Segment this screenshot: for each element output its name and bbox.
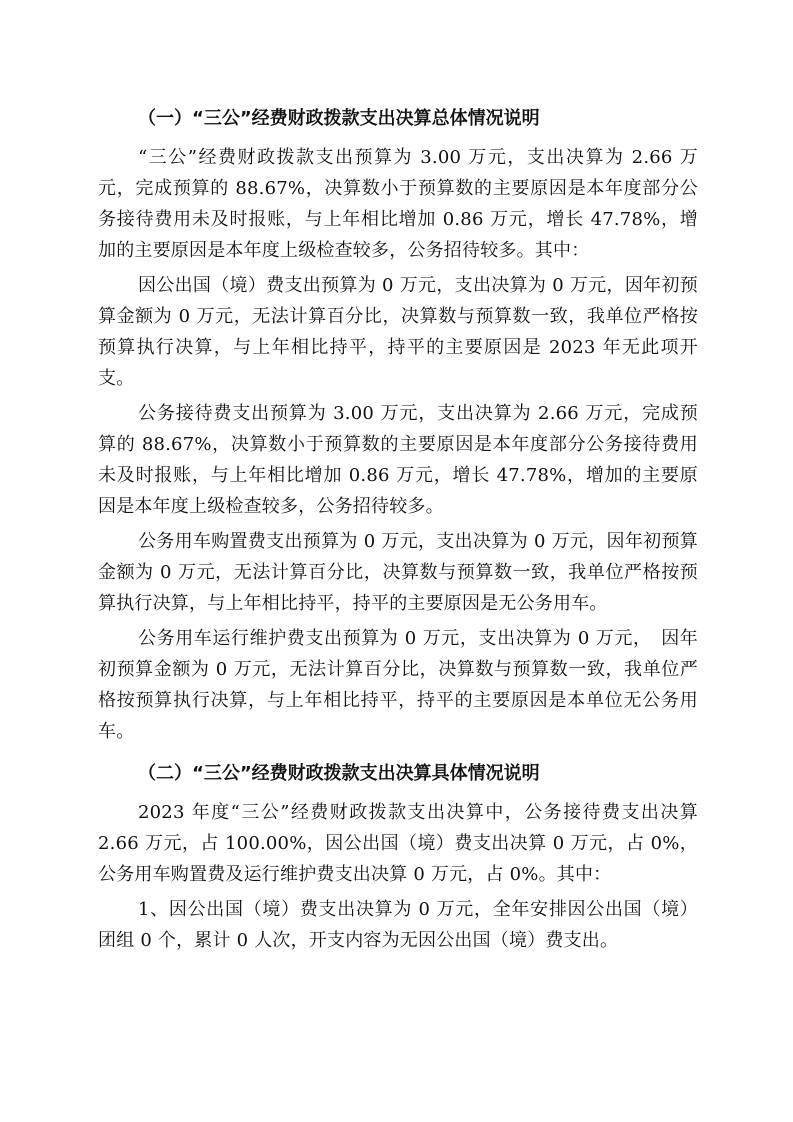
document-page bbox=[98, 100, 698, 960]
paragraph-official-reception: 公务接待费支出预算为 3.00 万元，支出决算为 2.66 万元，完成预算的 88.67%，决算数小于预算数的主要原因是本年度部分公务接待费用未及时报账，与上年相比增加 0.86 万元，增长 47.78%，增加的主要原因是本年度上级检查较多，公务招待较多。 bbox=[98, 403, 698, 517]
section-heading-detail: （二）“三公”经费财政拨款支出决算具体情况说明 bbox=[138, 763, 540, 784]
paragraph-vehicle-purchase: 公务用车购置费支出预算为 0 万元，支出决算为 0 万元，因年初预算金额为 0 万元，无法计算百分比，决算数与预算数一致，我单位严格按预算执行决算，与上年相比持平，持平的主要原因是无公务用车。 bbox=[98, 531, 698, 614]
section-heading-overall: （一）“三公”经费财政拨款支出决算总体情况说明 bbox=[138, 108, 540, 129]
paragraph-detail-overseas: 1、因公出国（境）费支出决算为 0 万元，全年安排因公出国（境）团组 0 个，累计 0 人次，开支内容为无因公出国（境）费支出。 bbox=[98, 899, 698, 951]
paragraph-overseas-travel: 因公出国（境）费支出预算为 0 万元，支出决算为 0 万元，因年初预算金额为 0 万元，无法计算百分比，决算数与预算数一致，我单位严格按预算执行决算，与上年相比持平，持平的主要原因是 2023 年无此项开支。 bbox=[98, 275, 698, 389]
paragraph-detail-summary: 2023 年度“三公”经费财政拨款支出决算中，公务接待费支出决算 2.66 万元，占 100.00%，因公出国（境）费支出决算 0 万元，占 0%，公务用车购置费及运行维护费支出决算 0 万元，占 0%。其中： bbox=[98, 802, 698, 885]
paragraph-vehicle-maintenance: 公务用车运行维护费支出预算为 0 万元，支出决算为 0 万元， 因年初预算金额为 0 万元，无法计算百分比，决算数与预算数一致，我单位严格按预算执行决算，与上年相比持平，持平的主要原因是本单位无公务用车。 bbox=[98, 628, 698, 742]
paragraph-overall-summary: “三公”经费财政拨款支出预算为 3.00 万元，支出决算为 2.66 万元，完成预算的 88.67%，决算数小于预算数的主要原因是本年度部分公务接待费用未及时报账，与上年相比增加 0.86 万元，增长 47.78%，增加的主要原因是本年度上级检查较多，公务招待较多。其中： bbox=[98, 147, 698, 261]
